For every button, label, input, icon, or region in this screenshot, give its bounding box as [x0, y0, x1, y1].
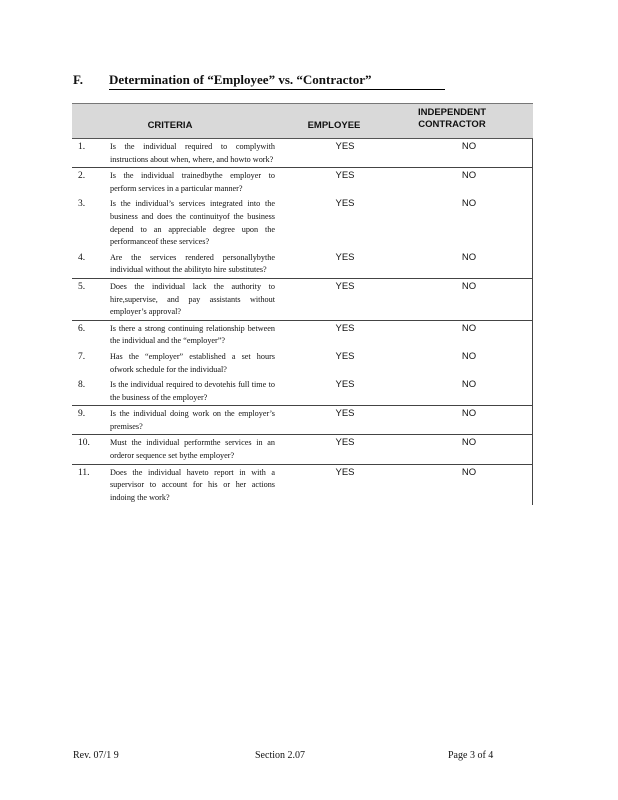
row-number: 2.: [78, 171, 86, 182]
row-number: 8.: [78, 380, 86, 391]
table-header: [72, 103, 533, 139]
section-label: Section 2.07: [255, 750, 305, 761]
row-contractor-value: NO: [461, 350, 477, 362]
row-contractor-value: NO: [461, 437, 477, 449]
row-employee-value: YES: [335, 437, 355, 449]
table-row: [72, 406, 532, 435]
row-criteria: Does the individual lack the authority to hire,supervise, and pay assistants without employer’s approval?: [110, 281, 275, 317]
row-employee-value: YES: [335, 322, 355, 334]
row-employee-value: YES: [335, 466, 355, 478]
table-row: [72, 279, 532, 321]
row-number: 9.: [78, 409, 86, 420]
row-employee-value: YES: [335, 350, 355, 362]
row-contractor-value: NO: [461, 170, 477, 182]
table-row: [72, 349, 532, 377]
row-number: 3.: [78, 199, 86, 210]
section-heading: [73, 72, 453, 90]
row-employee-value: YES: [335, 198, 355, 210]
row-criteria: Is the individual doing work on the employer’s premises?: [110, 409, 275, 431]
table-row: [72, 168, 532, 196]
row-number: 5.: [78, 281, 86, 292]
row-number: 11.: [78, 467, 90, 478]
row-number: 10.: [78, 438, 90, 449]
row-employee-value: YES: [335, 170, 355, 182]
row-contractor-value: NO: [461, 251, 477, 263]
section-letter: F.: [73, 72, 83, 87]
table-row: [72, 377, 532, 406]
row-criteria: Is there a strong continuing relationship between the individual and the “employer”?: [110, 323, 275, 346]
row-employee-value: YES: [335, 408, 355, 420]
row-employee-value: YES: [335, 280, 355, 292]
table-row: [72, 321, 532, 349]
row-number: 6.: [78, 323, 86, 334]
section-title: Determination of “Employee” vs. “Contractor”: [109, 72, 445, 90]
row-criteria: Are the services rendered personallybythe individual without the abilityto hire substitutes?: [110, 252, 275, 275]
row-contractor-value: NO: [461, 408, 477, 420]
row-criteria: Does the individual haveto report in with a supervisor to account for his or her actions indoing the work?: [110, 467, 275, 502]
row-number: 4.: [78, 252, 86, 263]
row-criteria: Is the individual trainedbythe employer to perform services in a particular manner?: [110, 171, 275, 193]
table-row: [72, 250, 532, 279]
row-employee-value: YES: [335, 251, 355, 263]
row-criteria: Is the individual’s services integrated into the business and does the continuityof the business depend to an appreciable degree upon the performanceof these services?: [110, 199, 275, 247]
criteria-table: [72, 103, 533, 505]
header-employee: EMPLOYEE: [307, 120, 361, 131]
header-independent-contractor: INDEPENDENT CONTRACTOR: [417, 107, 487, 130]
row-employee-value: YES: [335, 141, 355, 152]
page-footer: [73, 750, 513, 764]
row-criteria: Is the individual required to devotehis full time to the business of the employer?: [110, 380, 275, 402]
row-employee-value: YES: [335, 379, 355, 391]
table-row: [72, 435, 532, 464]
row-criteria: Is the individual required to complywith instructions about when, where, and howto work?: [110, 142, 275, 164]
table-row: [72, 139, 532, 168]
row-criteria: Must the individual performthe services in an orderor sequence set bythe employer?: [110, 438, 275, 461]
row-contractor-value: NO: [461, 198, 477, 210]
table-body: [72, 139, 533, 505]
header-criteria: CRITERIA: [147, 120, 193, 131]
row-contractor-value: NO: [461, 379, 477, 391]
revision-label: Rev. 07/1 9: [73, 750, 119, 761]
row-contractor-value: NO: [461, 466, 477, 478]
table-row: [72, 196, 532, 249]
row-contractor-value: NO: [461, 141, 477, 152]
row-criteria: Has the “employer” established a set hours ofwork schedule for the individual?: [110, 351, 275, 374]
table-row: [72, 465, 532, 506]
page-number: Page 3 of 4: [448, 750, 494, 761]
row-number: 7.: [78, 351, 86, 362]
row-contractor-value: NO: [461, 280, 477, 292]
row-contractor-value: NO: [461, 322, 477, 334]
row-number: 1.: [78, 142, 86, 152]
